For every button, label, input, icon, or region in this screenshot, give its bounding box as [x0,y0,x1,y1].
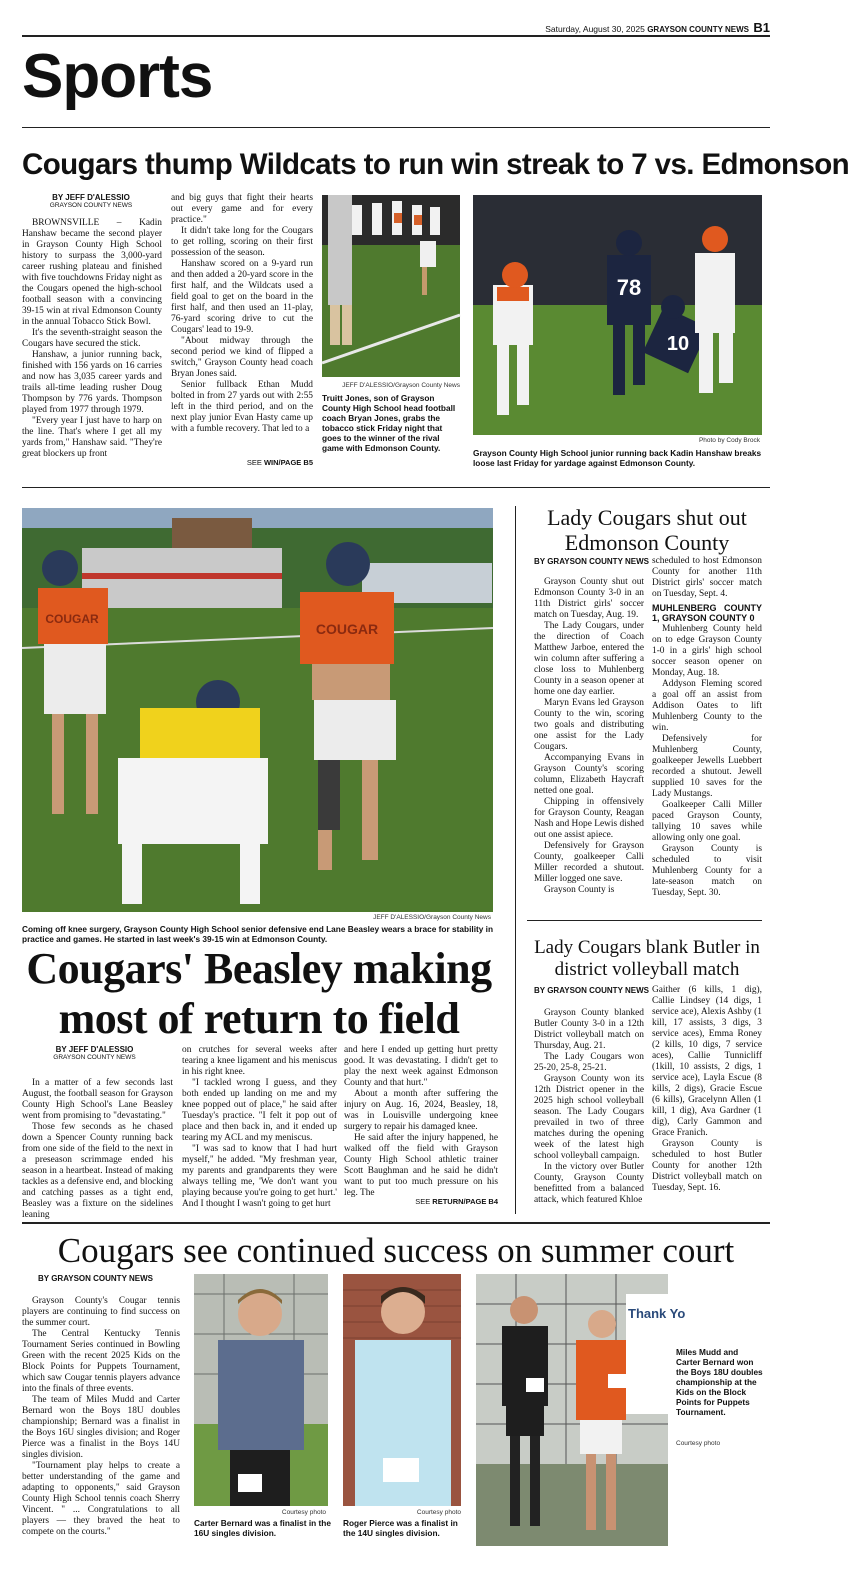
story1-col2-p: "About midway through the second period we kind of flipped a switch," Grayson County head coach Bryan Jones said. [171,336,313,379]
jersey-text-right: COUGAR [315,621,379,637]
story4-col2-p: Gaither (6 kills, 1 dig), Callie Lindsey (14 digs, 1 service ace), Alexis Ashby (1 kill, 17 assists, 3 digs, 3 service aces), Emma Roney (2 kills, 10 digs, 7 service aces), Callie Tunnicliff (1kill, 10 assists, 2 digs, 1 service ace), Layla Escue (8 kills, 2 digs), Gracie Escue (6 kills), Gracelynn Allen (1 kill, 1 dig), Ava Gardner (1 dig), Carly Gammon and Grace Franich. [652,985,762,1138]
story1-jump-prefix: SEE [246,458,262,467]
story2-col2-p: "I tackled wrong I guess, and they both ended up landing on me and my knee popped out of place," he said after Tuesday's practice. "I felt it pop out of place and then back in, and it ended up tearing my ACL and my meniscus. [182,1078,337,1143]
section-rule [22,127,770,128]
story2-col3-p: He said after the injury happened, he walked off the field with Grayson County High School athletic trainer Scott Baughman and he said he didn't want to put too much pressure on his leg. The [344,1133,498,1198]
story1-photo2-caption: Grayson County High School junior running back Kadin Hanshaw breaks loose last Friday for yardage against Edmonson County. [473,448,762,468]
story4-bottom-rule [22,1222,770,1224]
story5-body-p: The Central Kentucky Tennis Tournament Series continued in Bowling Green with the recent 2025 Kids on the Block Points for Puppets Tournament, which saw Cougar tennis players advance into the finals of three events. [22,1329,180,1394]
story1-col1-p: "Every year I just have to harp on the line. That's where I get all my yards from," Hanshaw said. "They're great blockers up front [22,416,162,459]
story2-col2-p: "I was sad to know that I had hurt myself," he added. "My freshman year, my parents and grandparents they were always telling me, 'We don't want you playing because you're going to get hurt.' And I thought I wasn't going to get hurt [182,1144,337,1209]
story5-photo1-credit: Courtesy photo [281,1509,326,1516]
story1-jump[interactable] [171,458,313,467]
story5-body-p: Grayson County's Cougar tennis players are continuing to find success on the summer court. [22,1296,180,1328]
story5-photo3-caption: Miles Mudd and Carter Bernard won the Boys 18U doubles championship at the Kids on the Block Points for Puppets Tournament. [676,1347,763,1417]
story1-col2-p: It didn't take long for the Cougars to get rolling, scoring on their first possession of the season. [171,226,313,258]
story1-col1-p: It's the seventh-straight season the Cougars have secured the stick. [22,328,162,349]
story3-col1-p: Accompanying Evans in Grayson County's scoring column, Elizabeth Haycraft netted one goal. [534,753,644,796]
story2-headline-line1: Cougars' Beasley making [26,944,492,993]
story5-byline: BY GRAYSON COUNTY NEWS [38,1274,153,1283]
right-column-divider [515,506,516,1214]
story3-col2-p: Muhlenberg County held on to edge Grayson County 1-0 in a girls' high school soccer season opener on Monday, Aug. 18. [652,624,762,678]
story2-col2 [182,1045,337,1210]
story3-col1-p: Chipping in offensively for Grayson County, Reagan Nash and Hope Lewis dished out one assist apiece. [534,797,644,840]
story2-col1 [22,1078,173,1221]
story4-headline: Lady Cougars blank Butler in district volleyball match [534,937,760,980]
story3-col1-p: Grayson County is [544,885,615,895]
story2-headline [18,944,500,1044]
section-title: Sports [22,42,213,111]
story3-col2-p: Addyson Fleming scored a goal off an assist from Addison Oates to lift Muhlenberg County to the win. [652,679,762,733]
story2-photo-credit: JEFF D'ALESSIO/Grayson County News [373,914,491,921]
story5-body [22,1296,180,1538]
story3-col1-p: The Lady Cougars, under the direction of Coach Matthew Jarboe, entered the win column after suffering a close loss to Muhlenberg County in a season opener at home one day earlier. [534,621,644,697]
story2-jump-target: RETURN/PAGE B4 [432,1197,498,1206]
story5-photo-carter-bernard [194,1274,328,1506]
story1-headline: Cougars thump Wildcats to run win streak to 7 vs. Edmonson [22,148,849,181]
story5-photo-roger-pierce [343,1274,461,1506]
story2-headline-line2: most of return to field [58,994,460,1043]
story2-col2-p: on crutches for several weeks after tearing a knee ligament and his meniscus in his right knee. [182,1045,337,1077]
story5-body-p: "Tournament play helps to create a better understanding of the game and adapting to opponents," said Grayson County High School tennis coach Sherry Vincent. " ... Congratulations to all players — they braved the heat to compete on the courts." [22,1461,180,1537]
story1-byline-org: GRAYSON COUNTY NEWS [49,202,133,209]
story5-photo-doubles [476,1274,686,1546]
story3-subhead: MUHLENBERG COUNTY 1, GRAYSON COUNTY 0 [652,603,762,623]
folio-date: Saturday, August 30, 2025 [545,24,645,34]
story1-byline: BY JEFF D'ALESSIO [52,193,130,202]
story2-photo-beasley [22,508,493,912]
jersey-text-left: COUGAR [45,612,99,626]
story3-col1-p: Maryn Evans led Grayson County to the win, scoring two goals and distributing one assist for the Lady Cougars. [534,698,644,752]
story3-col1-p: Grayson County shut out Edmonson County 3-0 in an 11th District girls' soccer match on Tuesday, Aug. 19. [534,577,644,620]
story4-col1-p: Grayson County won its 12th District opener in the 2025 high school volleyball season. The Lady Cougars prevailed in two of three matches during the opening week of the latest high school volleyball campaign. [534,1074,644,1161]
story1-byline-block [22,193,160,209]
story4-col1-p: Grayson County blanked Butler County 3-0 in a 12th District volleyball match on Thursday, Aug. 21. [534,1008,644,1051]
story3-col2-p: Defensively for Muhlenberg County, goalkeeper Jewells Luebbert recorded a shutout. Jewell supplied 10 saves for the Lady Mustangs. [652,734,762,799]
story4-col2-p: Grayson County is scheduled to host Butler County for another 12th District volleyball match on Tuesday, Sept. 16. [652,1139,762,1193]
story5-body-p: The team of Miles Mudd and Carter Bernard won the Boys 18U doubles championship; Bernard was a finalist in the Boys 16U singles division; and Roger Pierce was a finalist in the Boys 14U singles division. [22,1395,180,1460]
story2-col3 [344,1045,498,1199]
story1-col1-p: Hanshaw, a junior running back, finished with 156 yards on 16 carries and now has 3,035 career yards and trails all-time leading rusher Doug Thompson by 776 yards. Thompson played from 1977 through 1979. [22,350,162,415]
story1-col1-p: BROWNSVILLE – Kadin Hanshaw became the second player in Grayson County High School history to surpass the 3,000-yard career rushing plateau and finished with five touchdowns Friday night as the Cougars opened the high-school football season with a convincing 39-15 win at rival Edmonson County in the annual Tobacco Stick Bowl. [22,218,162,327]
story2-byline-block [22,1045,167,1061]
story3-col1-p: Defensively for Grayson County, goalkeeper Calli Miller recorded a shutout. Miller logged one save. [534,841,644,884]
story4-col1-p: In the victory over Butler County, Grayson County benefitted from a balanced attack, which featured Khloe [534,1162,644,1205]
story1-jump-target: WIN/PAGE B5 [263,458,313,467]
story2-col1-p: In a matter of a few seconds last August, the football season for Grayson County High School's Lane Beasley went from promising to "devastating." [22,1078,173,1121]
top-rule [22,35,770,37]
sign-text: Thank Yo [628,1306,686,1321]
story2-col3-p: About a month after suffering the injury on Aug. 16, 2024, Beasley, 18, was in Louisville undergoing knee surgery to repair his damaged knee. [344,1089,498,1132]
story2-jump[interactable] [344,1197,498,1206]
folio-line [22,20,770,34]
story1-photo2-credit: Photo by Cody Brock [698,437,760,444]
story1-col2-p: and big guys that fight their hearts out every game and for every practice." [171,193,313,225]
story1-col2-p: Senior fullback Ethan Mudd bolted in from 27 yards out with 2:55 left in the third period, and on the next play junior Evan Hasty came up with a fumble recovery. That led to a [171,380,313,434]
story1-photo1-caption: Truitt Jones, son of Grayson County High School head football coach Bryan Jones, grabs the tobacco stick Friday night that goes to the winner of the rival game with Edmonson County. [322,393,456,453]
story1-bottom-rule [22,487,770,488]
story2-photo-caption: Coming off knee surgery, Grayson County High School senior defensive end Lane Beasley wears a brace for stability in practice and games. He started in last week's 39-15 win at Edmonson County. [22,924,494,944]
story4-col1-p: The Lady Cougars won 25-20, 25-8, 25-21. [534,1052,644,1073]
story2-col1-p: Those few seconds as he chased down a Spencer County running back from one side of the field to the next in a preseason scrimmage ended his season in a heartbeat. Instead of making tackles as a defensive end, and blocking and catching passes as a tight end, Beasley was a fixture on the sidelines leaning [22,1122,173,1220]
story1-col1 [22,218,162,460]
folio-page: B1 [753,20,770,35]
story3-col2 [652,556,762,899]
story3-col2-p: Grayson County is scheduled to visit Muhlenberg County for a late-season match on Tuesday, Sept. 30. [652,844,762,898]
folio-paper: GRAYSON COUNTY NEWS [647,25,749,34]
jersey-10: 10 [666,333,690,355]
story3-byline: BY GRAYSON COUNTY NEWS [534,557,649,566]
story1-photo1-credit: JEFF D'ALESSIO/Grayson County News [342,382,460,389]
story2-byline: BY JEFF D'ALESSIO [55,1045,134,1054]
story2-jump-prefix: SEE [415,1197,431,1206]
story4-byline: BY GRAYSON COUNTY NEWS [534,986,649,995]
story3-col2-intro: scheduled to host Edmonson County for another 11th District girls' soccer match on Tuesday, Sept. 4. [652,556,762,599]
story2-byline-org: GRAYSON COUNTY NEWS [53,1054,136,1061]
story5-photo2-credit: Courtesy photo [416,1509,461,1516]
story5-photo3-credit: Courtesy photo [676,1440,721,1447]
story4-col2 [652,985,762,1194]
story2-col3-p: and here I ended up getting hurt pretty good. It was devastating. I didn't get to play the next week against Edmonson County and that hurt." [344,1045,498,1088]
story3-headline: Lady Cougars shut out Edmonson County [547,505,747,555]
story3-col2-p: Goalkeeper Calli Miller paced Grayson County, tallying 10 saves while allowing only one goal. [652,800,762,843]
story1-photo-tobacco-stick [322,195,460,377]
story5-headline: Cougars see continued success on summer court [57,1231,735,1270]
story1-col2-p: Hanshaw scored on a 9-yard run and then added a 20-yard score in the first half, and the Wildcats used a field goal to get on the board in the first half, and then used an 11-play, 76-yard scoring drive to cut the Cougars' lead to 19-9. [171,259,313,335]
story5-photo1-caption: Carter Bernard was a finalist in the 16U singles division. [194,1518,331,1538]
story1-photo-hanshaw [473,195,762,435]
story3-bottom-rule [527,920,762,921]
story1-col2 [171,193,313,435]
story3-col1 [534,577,644,896]
jersey-78: 78 [616,275,642,300]
story5-photo2-caption: Roger Pierce was a finalist in the 14U singles division. [343,1518,458,1538]
story4-col1 [534,1008,644,1206]
